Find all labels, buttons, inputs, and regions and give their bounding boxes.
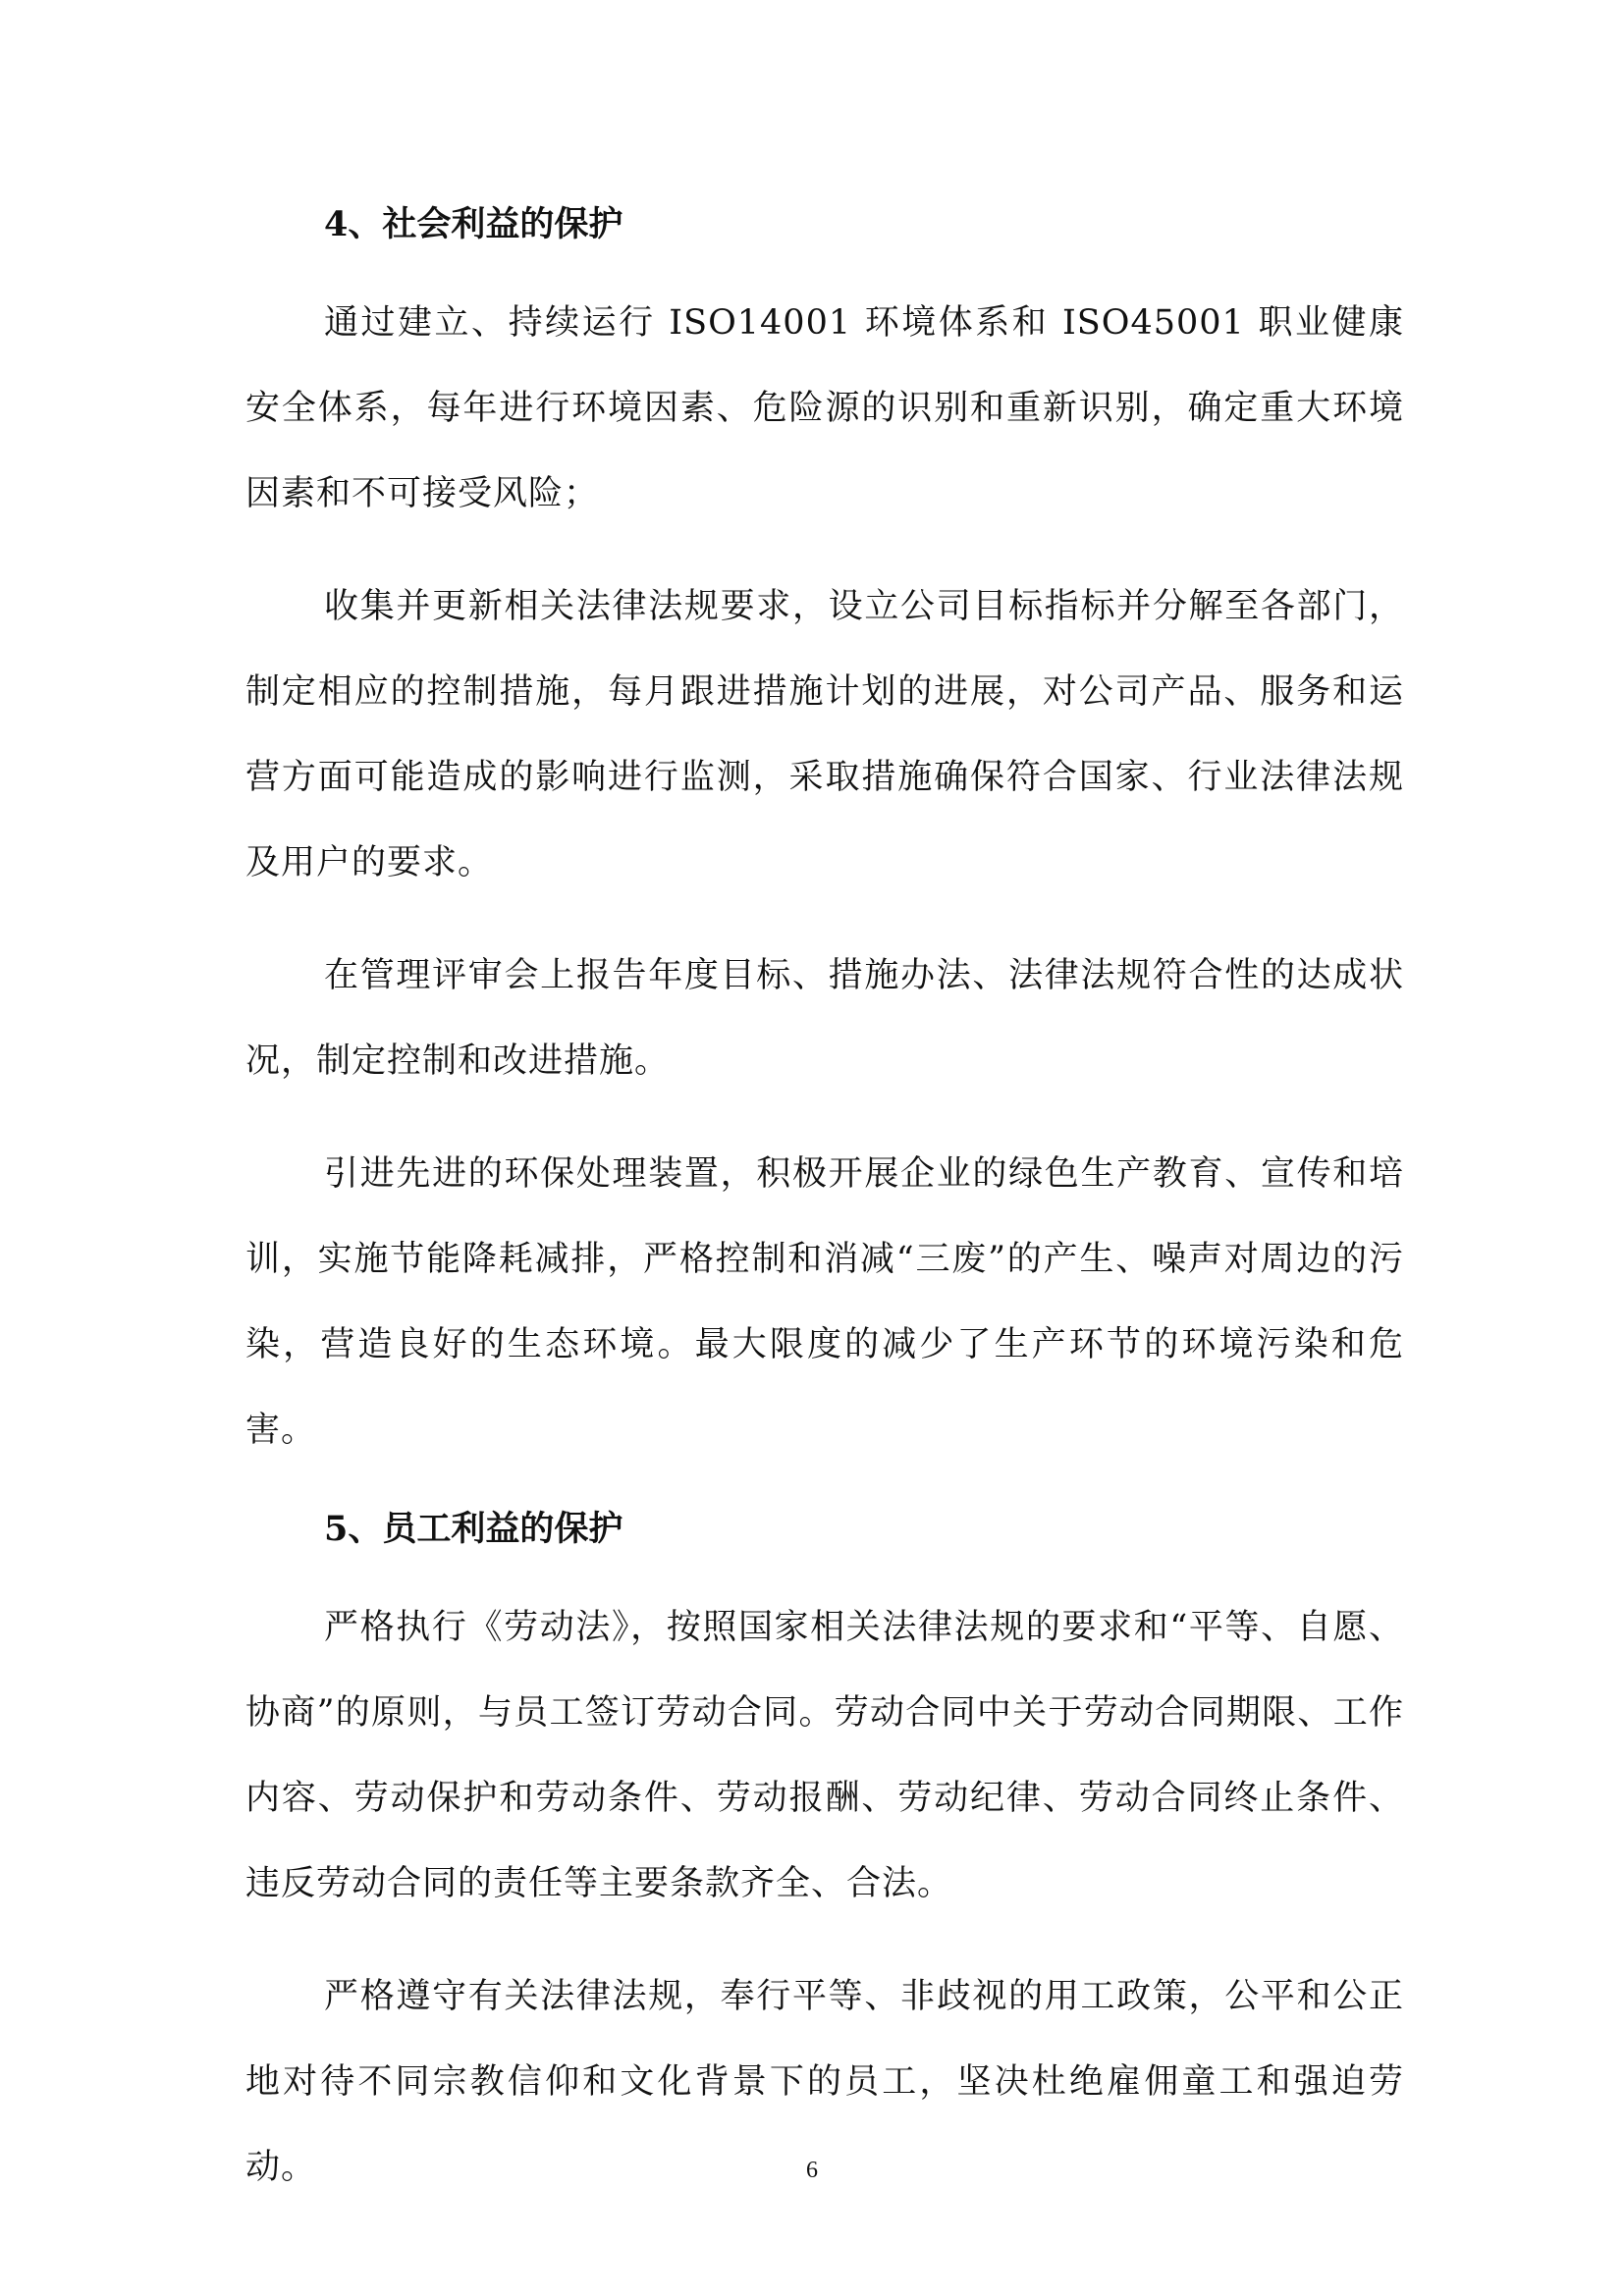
paragraph-management-review: 在管理评审会上报告年度目标、措施办法、法律法规符合性的达成状况，制定控制和改进措施。 [245,956,1404,1081]
section-heading-social-interests: 4、社会利益的保护 [324,204,623,244]
paragraph-laws-and-targets: 收集并更新相关法律法规要求，设立公司目标指标并分解至各部门，制定相应的控制措施，每月跟进措施计划的进展，对公司产品、服务和运营方面可能造成的影响进行监测，采取措施确保符合国家、行业法律法规及用户的要求。 [245,587,1404,882]
page-number: 6 [806,2158,818,2183]
paragraph-labor-contracts: 严格执行《劳动法》，按照国家相关法律法规的要求和“平等、自愿、协商”的原则，与员工签订劳动合同。劳动合同中关于劳动合同期限、工作内容、劳动保护和劳动条件、劳动报酬、劳动纪律、劳动合同终止条件、违反劳动合同的责任等主要条款齐全、合法。 [245,1608,1404,1903]
paragraph-equal-employment: 严格遵守有关法律法规，奉行平等、非歧视的用工政策，公平和公正地对待不同宗教信仰和文化背景下的员工，坚决杜绝雇佣童工和强迫劳动。 [245,1977,1404,2187]
paragraph-environmental-protection: 引进先进的环保处理装置，积极开展企业的绿色生产教育、宣传和培训，实施节能降耗减排，严格控制和消减“三废”的产生、噪声对周边的污染，营造良好的生态环境。最大限度的减少了生产环节的环境污染和危害。 [245,1154,1404,1450]
document-page [245,196,1404,2238]
paragraph-iso-systems: 通过建立、持续运行 ISO14001 环境体系和 ISO45001 职业健康安全体系，每年进行环境因素、危险源的识别和重新识别，确定重大环境因素和不可接受风险； [245,303,1404,513]
section-heading-employee-interests: 5、员工利益的保护 [324,1509,623,1549]
